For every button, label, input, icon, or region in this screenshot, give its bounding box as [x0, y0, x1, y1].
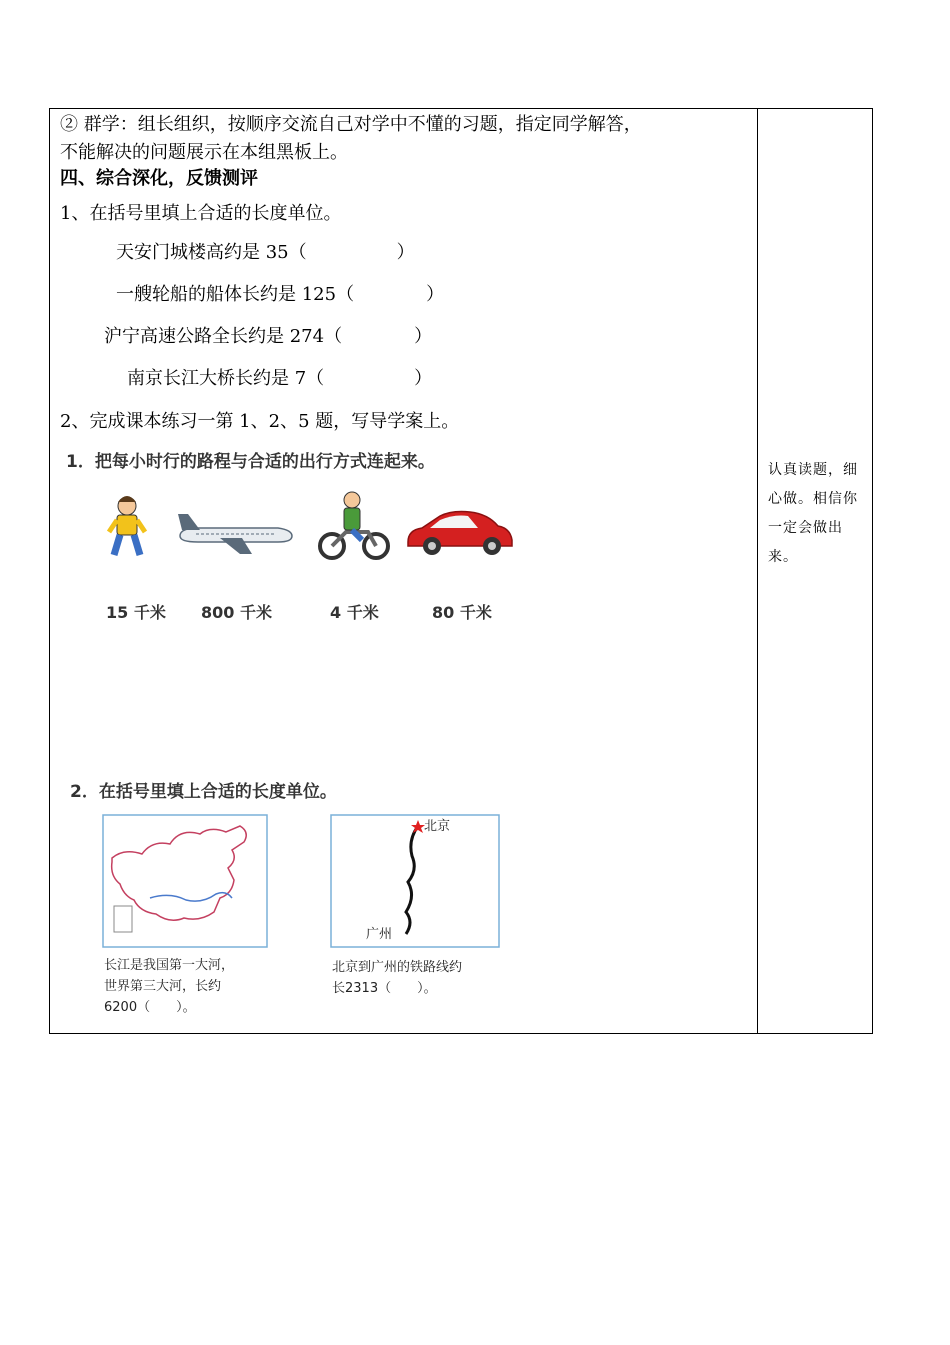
question1-item: 沪宁高速公路全长约是 274（ ）: [104, 326, 433, 347]
motorcycle-icon: [320, 492, 388, 558]
question1-item: 天安门城楼高约是 35（ ）: [116, 242, 415, 263]
guangzhou-label: 广州: [366, 927, 393, 942]
distance-label: 15 千米: [106, 603, 166, 622]
map1-caption-line: 长江是我国第一大河，: [104, 958, 235, 973]
distance-label: 4 千米: [330, 603, 379, 622]
question1-item: 南京长江大桥长约是 7（ ）: [127, 368, 433, 389]
exercise1-title: 1．把每小时行的路程与合适的出行方式连起来。: [66, 452, 435, 472]
sidebar-note: 认真读题，细心做。相信你一定会做出来。: [768, 462, 858, 565]
map2-caption-line: 北京到广州的铁路线约: [332, 960, 463, 975]
distance-label: 800 千米: [201, 603, 272, 622]
group-study-line-2: 不能解决的问题展示在本组黑板上。: [60, 142, 348, 163]
car-icon: [408, 512, 512, 556]
map2-caption-line: 长2313（ ）。: [332, 981, 437, 996]
china-map: [102, 814, 268, 948]
column-divider: [757, 108, 758, 1034]
airplane-icon: [178, 514, 292, 554]
question2-title: 2、完成课本练习一第 1、2、5 题，写导学案上。: [60, 411, 460, 432]
beijing-label: 北京: [424, 819, 451, 834]
question1-item: 一艘轮船的船体长约是 125（ ）: [116, 284, 445, 305]
distance-label: 80 千米: [432, 603, 492, 622]
group-study-line-1: ② 群学：组长组织，按顺序交流自己对学中不懂的习题，指定同学解答，: [60, 114, 642, 135]
transport-illustration: [100, 488, 520, 568]
walking-boy-icon: [109, 496, 145, 555]
railway-map: [330, 814, 500, 948]
question1-title: 1、在括号里填上合适的长度单位。: [60, 203, 342, 224]
section-title: 四、综合深化，反馈测评: [60, 168, 258, 189]
map1-caption-line: 6200（ ）。: [104, 1000, 196, 1015]
map1-caption-line: 世界第三大河，长约: [104, 979, 222, 994]
exercise2-title: 2．在括号里填上合适的长度单位。: [70, 782, 337, 802]
